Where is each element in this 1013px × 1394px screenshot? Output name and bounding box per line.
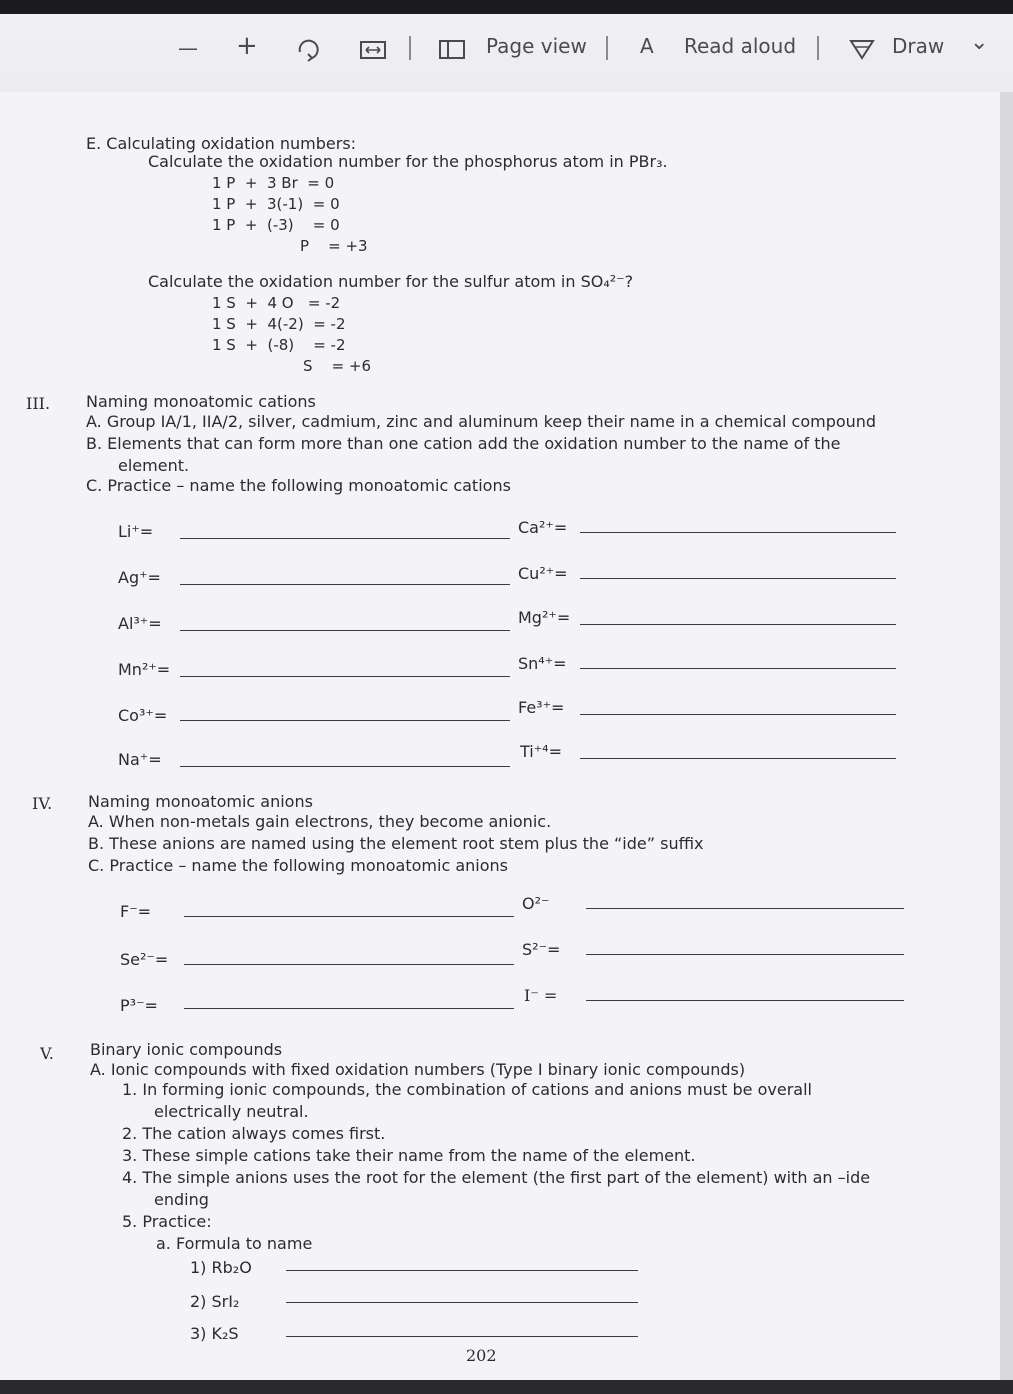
section-title: Naming monoatomic anions [88,792,313,811]
scrollbar-track[interactable] [1000,92,1013,1380]
section-numeral: V. [40,1044,54,1063]
list-item: C. Practice – name the following monoatomic cations [86,476,511,495]
section-e-heading: E. Calculating oxidation numbers: [86,134,357,153]
chevron-down-icon[interactable]: ⌄ [970,30,989,55]
list-item: B. These anions are named using the element root stem plus the “ide” suffix [88,834,704,853]
answer-blank[interactable] [586,1000,904,1001]
sulfur-question: Calculate the oxidation number for the sulfur atom in SO₄²⁻? [148,272,634,291]
cation-label: Mg²⁺= [518,608,571,627]
answer-blank[interactable] [180,630,510,631]
sub-list-item: a. Formula to name [156,1234,313,1253]
toolbar-separator [606,36,608,60]
list-item: B. Elements that can form more than one cation add the oxidation number to the name of the [86,434,841,453]
list-item: 2. The cation always comes first. [122,1124,386,1143]
formula-item: 3) K₂S [190,1324,239,1343]
zoom-in-button[interactable]: + [236,31,258,61]
answer-blank[interactable] [286,1336,638,1337]
list-item: 5. Practice: [122,1212,212,1231]
toolbar-separator [409,36,411,60]
page-view-button[interactable]: Page view [486,34,587,58]
draw-icon-wrap [848,38,876,60]
list-item-continuation: electrically neutral. [154,1102,309,1121]
draw-button[interactable]: Draw [892,34,945,58]
answer-blank[interactable] [184,916,514,917]
section-title: Naming monoatomic cations [86,392,316,411]
cation-label: Al³⁺= [118,614,162,633]
cation-label: Fe³⁺= [518,698,565,717]
rotate-icon [294,38,324,62]
equation-result: P = +3 [300,237,368,255]
answer-blank[interactable] [184,1008,514,1009]
answer-blank[interactable] [586,908,904,909]
formula-item: 1) Rb₂O [190,1258,252,1277]
answer-blank[interactable] [286,1302,638,1303]
section-title: Binary ionic compounds [90,1040,283,1059]
page-number: 202 [466,1346,497,1365]
document-page [0,92,1000,1380]
cation-label: Ca²⁺= [518,518,568,537]
cation-label: Ag⁺= [118,568,161,587]
list-item: 3. These simple cations take their name from the name of the element. [122,1146,696,1165]
list-item-continuation: element. [118,456,190,475]
read-aloud-icon: A [640,34,654,58]
equation-line: 1 P + 3 Br = 0 [212,174,335,192]
answer-blank[interactable] [180,676,510,677]
page-view-icon [438,38,468,62]
formula-item: 2) SrI₂ [190,1292,240,1311]
phosphorus-question: Calculate the oxidation number for the phosphorus atom in PBr₃. [148,152,668,171]
list-item: A. Ionic compounds with fixed oxidation numbers (Type I binary ionic compounds) [90,1060,746,1079]
answer-blank[interactable] [286,1270,638,1271]
page-view-icon-wrap [438,38,468,62]
list-item-continuation: ending [154,1190,209,1209]
anion-label: I⁻ = [524,986,558,1005]
answer-blank[interactable] [180,584,510,585]
list-item: C. Practice – name the following monoatomic anions [88,856,508,875]
anion-label: S²⁻= [522,940,561,959]
answer-blank[interactable] [180,766,510,767]
cation-label: Sn⁴⁺= [518,654,567,673]
list-item: 4. The simple anions uses the root for the element (the first part of the element) with an –ide [122,1168,871,1187]
reader-toolbar [0,0,1013,92]
anion-label: Se²⁻= [120,950,169,969]
equation-line: 1 S + 4(-2) = -2 [212,315,346,333]
cation-label: Ti⁺⁴= [520,742,562,761]
list-item: A. Group IA/1, IIA/2, silver, cadmium, zinc and aluminum keep their name in a chemical compound [86,412,877,431]
equation-line: 1 S + (-8) = -2 [212,336,346,354]
answer-blank[interactable] [184,964,514,965]
read-aloud-button[interactable]: Read aloud [684,34,797,58]
window-bottom-edge [0,1380,1013,1394]
draw-icon [848,38,876,60]
answer-blank[interactable] [580,578,896,579]
anion-label: O²⁻ [522,894,550,913]
equation-line: 1 S + 4 O = -2 [212,294,341,312]
section-numeral: III. [26,394,51,413]
fit-width-icon [360,40,386,60]
answer-blank[interactable] [180,720,510,721]
rotate-button[interactable] [294,38,324,62]
list-item: A. When non-metals gain electrons, they become anionic. [88,812,552,831]
cation-label: Cu²⁺= [518,564,568,583]
answer-blank[interactable] [180,538,510,539]
answer-blank[interactable] [580,758,896,759]
list-item: 1. In forming ionic compounds, the combination of cations and anions must be overall [122,1080,812,1099]
anion-label: P³⁻= [120,996,158,1015]
equation-line: 1 P + (-3) = 0 [212,216,340,234]
equation-line: 1 P + 3(-1) = 0 [212,195,340,213]
cation-label: Co³⁺= [118,706,168,725]
answer-blank[interactable] [580,624,896,625]
cation-label: Li⁺= [118,522,154,541]
section-numeral: IV. [32,794,53,813]
equation-result: S = +6 [303,357,372,375]
answer-blank[interactable] [586,954,904,955]
cation-label: Mn²⁺= [118,660,171,679]
toolbar-separator [817,36,819,60]
answer-blank[interactable] [580,532,896,533]
fit-width-button[interactable] [360,40,386,60]
answer-blank[interactable] [580,714,896,715]
cation-label: Na⁺= [118,750,162,769]
answer-blank[interactable] [580,668,896,669]
zoom-out-button[interactable]: — [178,36,198,60]
anion-label: F⁻= [120,902,152,921]
